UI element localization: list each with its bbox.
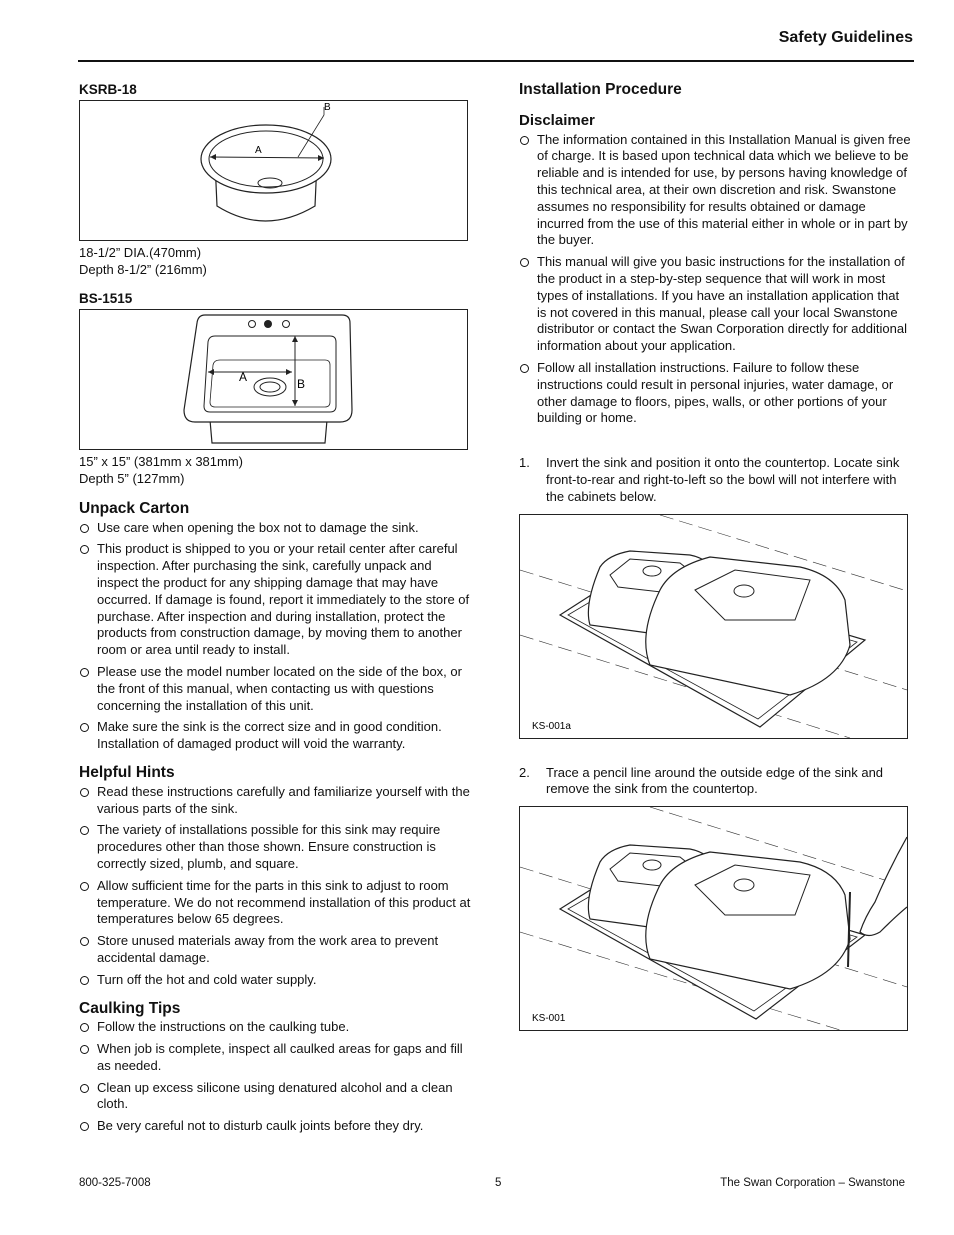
unpack-item: Make sure the sink is the correct size and in good condition. Installation of damaged product will void the warranty. bbox=[79, 719, 475, 753]
disclaimer-item: This manual will give you basic instructions for the installation of the product in a step-by-step sequence that will work in most types of installations. If you have an installation application that is not covered in this manual, please call your local Swanstone distributor or contact the Swan Corporation directly for additional information about your application. bbox=[519, 254, 911, 355]
hint-item: The variety of installations possible for this sink may require procedures other than those shown. Ensure construction is correctly sized, plumb, and square. bbox=[79, 822, 475, 872]
footer-phone: 800-325-7008 bbox=[79, 1177, 151, 1189]
unpack-item: This product is shipped to you or your retail center after careful inspection. After purchasing the sink, carefully unpack and inspect the product for any shipping damage that may have occurred. If damage is found, report it immediately to the store of purchase. After inspection and during installation, protect the products from construction damage, by moving them to another room or area until ready to install. bbox=[79, 541, 475, 659]
bs-1515-figure bbox=[79, 309, 468, 450]
unpack-item: Use care when opening the box not to damage the sink. bbox=[79, 520, 475, 537]
step-2-illustration bbox=[519, 806, 908, 1031]
disclaimer-heading: Disclaimer bbox=[519, 111, 595, 129]
step-number: 1. bbox=[519, 455, 530, 471]
page-header-title: Safety Guidelines bbox=[778, 29, 913, 46]
step-text: Invert the sink and position it onto the countertop. Locate sink front-to-rear and right-to-left so the bowl will not interfere with the cabinets below. bbox=[546, 455, 900, 504]
bs-1515-depth: Depth 5” (127mm) bbox=[79, 470, 185, 486]
ksrb-18-diameter: 18-1/2” DIA.(470mm) bbox=[79, 244, 202, 260]
bs-dim-b: B bbox=[297, 377, 306, 392]
model-ksrb-18-label: KSRB-18 bbox=[79, 82, 137, 97]
step-number: 2. bbox=[519, 764, 530, 780]
header-rule bbox=[78, 60, 914, 62]
double-sink-tracing-drawing bbox=[520, 807, 907, 1030]
unpack-item: Please use the model number located on the side of the box, or the front of this manual, when contacting us with questions concerning the installation of this unit. bbox=[79, 664, 475, 714]
bs-1515-size: 15” x 15” (381mm x 381mm) bbox=[79, 454, 243, 470]
figure-caption: KS-001 bbox=[532, 1013, 566, 1025]
ksrb-18-depth: Depth 8-1/2” (216mm) bbox=[79, 261, 207, 277]
caulk-item: When job is complete, inspect all caulked areas for gaps and fill as needed. bbox=[79, 1041, 475, 1075]
installation-procedure-heading: Installation Procedure bbox=[519, 81, 682, 98]
hint-item: Store unused materials away from the work area to prevent accidental damage. bbox=[79, 933, 475, 967]
round-sink-drawing bbox=[80, 101, 467, 240]
footer-company: The Swan Corporation – Swanstone bbox=[720, 1177, 905, 1189]
helpful-hints-heading: Helpful Hints bbox=[79, 763, 175, 781]
caulk-item: Clean up excess silicone using denatured alcohol and a clean cloth. bbox=[79, 1080, 475, 1114]
caulk-item: Be very careful not to disturb caulk joints before they dry. bbox=[79, 1118, 475, 1135]
hint-item: Allow sufficient time for the parts in this sink to adjust to room temperature. We do not recommend installation of this product at temperatures below 65 degrees. bbox=[79, 878, 475, 928]
ksrb-dim-b: B bbox=[324, 101, 331, 113]
ksrb-18-figure bbox=[79, 100, 468, 241]
figure-caption: KS-001a bbox=[532, 720, 571, 732]
right-column bbox=[519, 82, 911, 1057]
double-sink-inverted-drawing bbox=[520, 515, 907, 738]
bs-dim-a: A bbox=[239, 370, 248, 385]
unpack-carton-heading: Unpack Carton bbox=[79, 499, 190, 517]
ksrb-dim-a: A bbox=[255, 144, 262, 156]
hint-item: Turn off the hot and cold water supply. bbox=[79, 972, 475, 989]
hint-item: Read these instructions carefully and familiarize yourself with the various parts of the sink. bbox=[79, 784, 475, 818]
caulking-tips-heading: Caulking Tips bbox=[79, 999, 181, 1017]
step-2 bbox=[519, 765, 911, 799]
step-1-illustration bbox=[519, 514, 908, 739]
model-bs-1515-label: BS-1515 bbox=[79, 291, 133, 307]
caulk-item: Follow the instructions on the caulking tube. bbox=[79, 1019, 475, 1036]
step-1 bbox=[519, 455, 911, 505]
step-text: Trace a pencil line around the outside edge of the sink and remove the sink from the countertop. bbox=[546, 764, 884, 797]
square-sink-drawing bbox=[80, 310, 467, 449]
disclaimer-item: The information contained in this Installation Manual is given free of charge. It is based upon technical data which we believe to be reliable and is intended for use, by persons having knowledge of this technical area, at their own discretion and risk. Swanstone assumes no responsibility for results obtained or damage incurred from the use of this material either in whole or in part by the buyer. bbox=[519, 132, 911, 250]
disclaimer-item: Follow all installation instructions. Failure to follow these instructions could result in personal injuries, water damage, or other damage to floors, pipes, walls, or other portions of your building or home. bbox=[519, 360, 911, 427]
left-column bbox=[79, 82, 475, 1140]
footer-page-number: 5 bbox=[495, 1177, 502, 1189]
